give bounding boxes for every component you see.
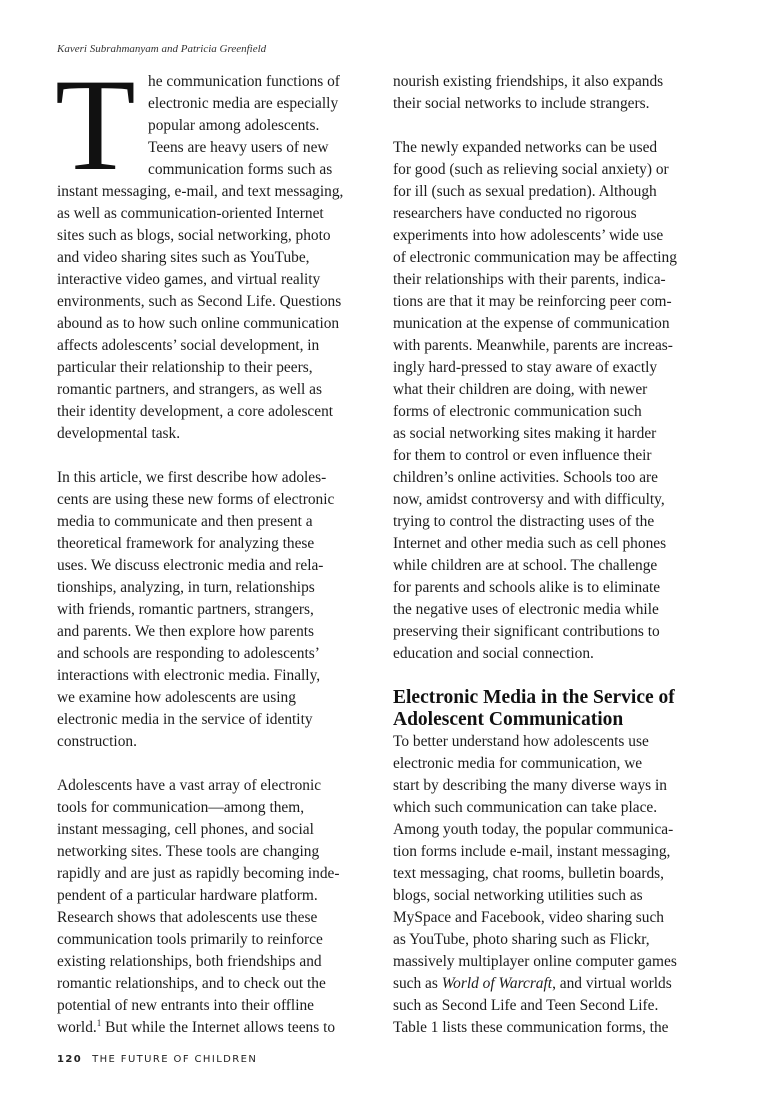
text-line: interactions with electronic media. Finally, (57, 667, 321, 684)
text-line: ingly hard-pressed to stay aware of exactly (393, 359, 658, 376)
text-run: such as (393, 975, 442, 992)
text-line: MySpace and Facebook, video sharing such (393, 909, 664, 926)
paragraph-continued (393, 71, 705, 115)
text-line: and schools are responding to adolescents’ (57, 645, 320, 662)
text-line: romantic partners, and strangers, as well as (57, 381, 322, 398)
paragraph-tools (57, 775, 369, 1039)
text-line: for them to control or even influence their (393, 447, 652, 464)
text-line: now, amidst controversy and with difficulty, (393, 491, 665, 508)
text-line: The newly expanded networks can be used (393, 139, 658, 156)
text-line: researchers have conducted no rigorous (393, 205, 637, 222)
text-line: experiments into how adolescents’ wide use (393, 227, 664, 244)
text-line: particular their relationship to their peers, (57, 359, 313, 376)
journal-name: THE FUTURE OF CHILDREN (92, 1054, 258, 1065)
text-line: abound as to how such online communication (57, 315, 340, 332)
section-heading (393, 687, 705, 731)
text-line: networking sites. These tools are changing (57, 843, 320, 860)
text-line: education and social connection. (393, 645, 594, 662)
footnote-ref[interactable]: 1 (96, 1017, 102, 1028)
text-line: such as Second Life and Teen Second Life. (393, 997, 659, 1014)
text-line: massively multiplayer online computer games (393, 953, 677, 970)
text-line: affects adolescents’ social development, in (57, 337, 320, 354)
text-line: as YouTube, photo sharing such as Flickr, (393, 931, 650, 948)
paragraph-section-body (393, 731, 705, 1039)
text-line: instant messaging, e-mail, and text messaging, (57, 183, 344, 200)
paragraph-networks (393, 137, 705, 665)
text-line: what their children are doing, with newer (393, 381, 648, 398)
text-line: Among youth today, the popular communica- (393, 821, 674, 838)
text-line: media to communicate and then present a (57, 513, 313, 530)
text-line: interactive video games, and virtual reality (57, 271, 321, 288)
text-line: Internet and other media such as cell phones (393, 535, 667, 552)
text-line: cents are using these new forms of electronic (57, 491, 335, 508)
text-line: with friends, romantic partners, strangers, (57, 601, 314, 618)
section-heading-line: Electronic Media in the Service of (393, 687, 675, 708)
text-line: Teens are heavy users of new (148, 139, 329, 156)
text-line: popular among adolescents. (148, 117, 320, 134)
running-head: Kaveri Subrahmanyam and Patricia Greenfield (57, 43, 267, 55)
text-line: instant messaging, cell phones, and social (57, 821, 314, 838)
text-line: which such communication can take place. (393, 799, 658, 816)
text-line: developmental task. (57, 425, 181, 442)
text-line: their identity development, a core adolescent (57, 403, 334, 420)
text-line: romantic relationships, and to check out the (57, 975, 326, 992)
text-line: the negative uses of electronic media while (393, 601, 659, 618)
text-line: Adolescents have a vast array of electronic (57, 777, 322, 794)
text-line: electronic media in the service of identity (57, 711, 313, 728)
text-line: Research shows that adolescents use these (57, 909, 318, 926)
text-line: potential of new entrants into their offline (57, 997, 315, 1014)
text-line: blogs, social networking utilities such as (393, 887, 643, 904)
text-line: munication at the expense of communication (393, 315, 670, 332)
text-line: start by describing the many diverse ways in (393, 777, 667, 794)
text-line: children’s online activities. Schools too are (393, 469, 658, 486)
text-line: forms of electronic communication such (393, 403, 642, 420)
page-number: 120 (57, 1054, 83, 1065)
paragraph-overview (57, 467, 369, 753)
text-line: pendent of a particular hardware platform. (57, 887, 318, 904)
text-line: communication forms such as (148, 161, 333, 178)
text-line: tions are that it may be reinforcing peer com- (393, 293, 672, 310)
text-line: communication tools primarily to reinforce (57, 931, 323, 948)
text-line: and parents. We then explore how parents (57, 623, 315, 640)
text-line: preserving their significant contributions to (393, 623, 660, 640)
text-line: their social networks to include strangers. (393, 95, 650, 112)
text-line: he communication functions of (148, 73, 340, 90)
text-line: electronic media for communication, we (393, 755, 643, 772)
drop-cap: T (55, 51, 136, 198)
text-line: while children are at school. The challenge (393, 557, 658, 574)
text-line: theoretical framework for analyzing these (57, 535, 315, 552)
right-column (393, 71, 705, 1039)
game-title: World of Warcraft (441, 975, 553, 992)
text-run: But while the Internet allows teens to (101, 1019, 336, 1036)
text-line: for parents and schools alike is to eliminate (393, 579, 661, 596)
text-line: construction. (57, 733, 137, 750)
text-line: we examine how adolescents are using (57, 689, 296, 706)
left-column (55, 51, 369, 1039)
text-line: as well as communication-oriented Internet (57, 205, 324, 222)
text-line: tionships, analyzing, in turn, relationships (57, 579, 315, 596)
text-line: environments, such as Second Life. Questions (57, 293, 342, 310)
text-run: , and virtual worlds (552, 975, 672, 992)
text-run: world. (57, 1019, 97, 1036)
text-line: In this article, we first describe how adoles- (57, 469, 327, 486)
text-line: To better understand how adolescents use (393, 733, 649, 750)
text-line: with parents. Meanwhile, parents are increas- (393, 337, 673, 354)
section-heading-line: Adolescent Communication (393, 709, 624, 730)
text-line (393, 973, 705, 995)
text-line: sites such as blogs, social networking, photo (57, 227, 331, 244)
text-line: and video sharing sites such as YouTube, (57, 249, 310, 266)
text-line: existing relationships, both friendships and (57, 953, 322, 970)
text-line: text messaging, chat rooms, bulletin boards, (393, 865, 664, 882)
text-line: of electronic communication may be affecting (393, 249, 677, 266)
text-line: tools for communication—among them, (57, 799, 305, 816)
text-line: as social networking sites making it harder (393, 425, 657, 442)
text-line: electronic media are especially (148, 95, 339, 112)
text-line: uses. We discuss electronic media and rela- (57, 557, 324, 574)
text-line: rapidly and are just as rapidly becoming inde- (57, 865, 340, 882)
text-line: their relationships with their parents, indica- (393, 271, 666, 288)
text-line (57, 1017, 369, 1039)
page-footer (57, 1054, 257, 1065)
text-line: tion forms include e-mail, instant messaging, (393, 843, 671, 860)
text-line: nourish existing friendships, it also expands (393, 73, 664, 90)
text-line: for ill (such as sexual predation). Although (393, 183, 657, 200)
text-line: trying to control the distracting uses of the (393, 513, 655, 530)
text-line: Table 1 lists these communication forms, the (393, 1019, 669, 1036)
text-line: for good (such as relieving social anxiety) or (393, 161, 669, 178)
